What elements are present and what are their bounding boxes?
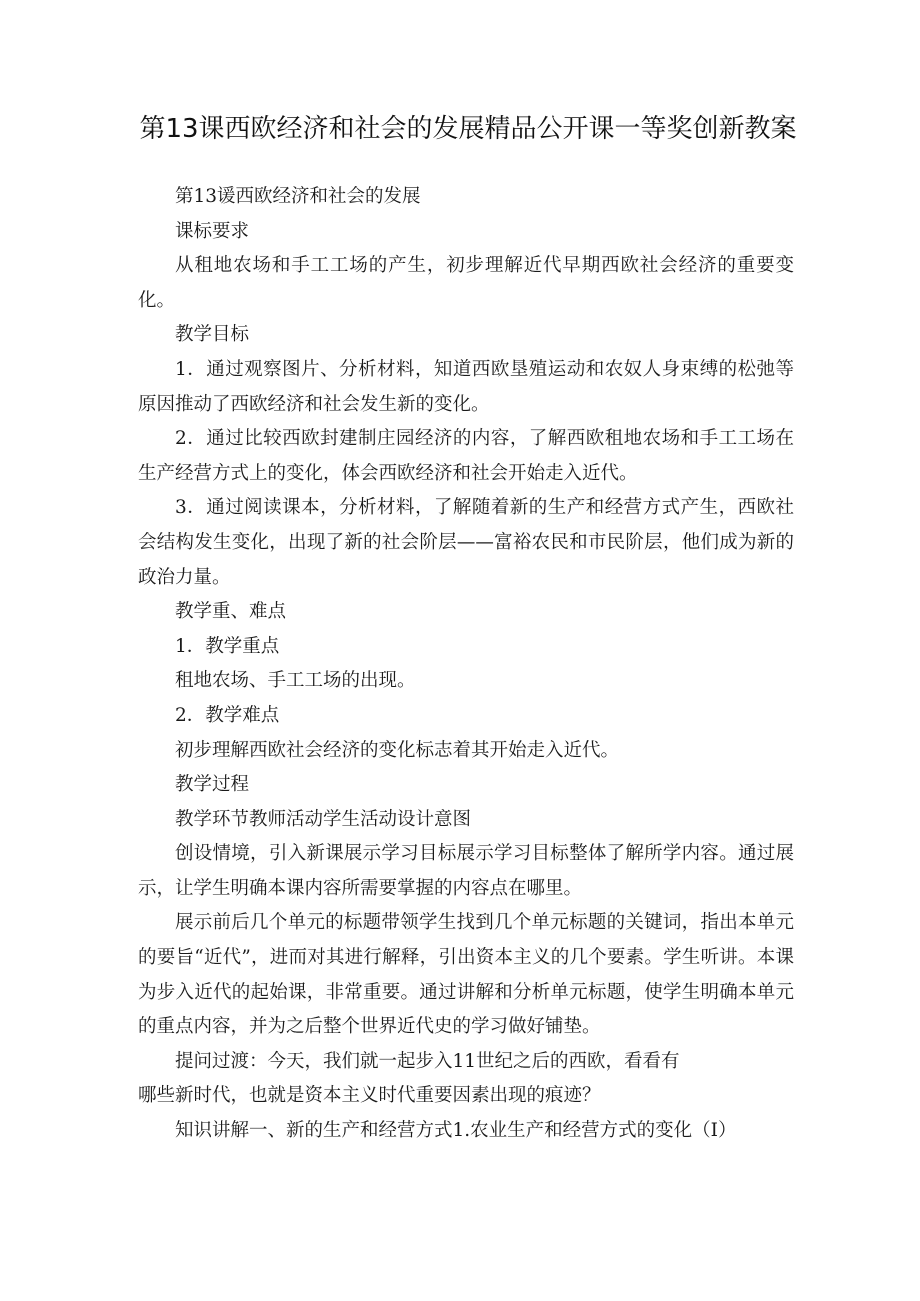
paragraph: 从租地农场和手工工场的产生，初步理解近代早期西欧社会经济的重要变化。 (138, 255, 794, 311)
paragraph: 租地农场、手工工场的出现。 (175, 670, 416, 692)
section-heading: 教学过程 (175, 774, 250, 796)
list-item: 2．通过比较西欧封建制庄园经济的内容，了解西欧租地农场和手工工场在生产经营方式上的变化，体会西欧经济和社会开始走入近代。 (138, 428, 794, 484)
paragraph: 创设情境，引入新课展示学习目标展示学习目标整体了解所学内容。通过展示，让学生明确本课内容所需要掌握的内容点在哪里。 (138, 843, 794, 899)
list-item: 1．通过观察图片、分析材料，知道西欧垦殖运动和农奴人身束缚的松弛等原因推动了西欧经济和社会发生新的变化。 (138, 358, 794, 415)
section-heading: 教学重、难点 (175, 601, 287, 623)
paragraph: 知识讲解一、新的生产和经营方式1.农业生产和经营方式的变化（I） (175, 1120, 737, 1142)
paragraph: 初步理解西欧社会经济的变化标志着其开始走入近代。 (175, 739, 620, 761)
subsection-heading: 1．教学重点 (175, 635, 280, 657)
paragraph: 展示前后几个单元的标题带领学生找到几个单元标题的关键词，指出本单元的要旨“近代”，进而对其进行解释，引出资本主义的几个要素。学生听讲。本课为步入近代的起始课，非常重要。通过讲解和分析单元标题，使学生明确本单元的重点内容，并为之后整个世界近代史的学习做好铺垫。 (138, 912, 794, 1038)
document-title: 第13课西欧经济和社会的发展精品公开课一等奖创新教案 (139, 114, 797, 144)
section-heading: 教学目标 (175, 324, 250, 346)
lesson-heading: 第13谖西欧经济和社会的发展 (175, 186, 421, 207)
document-body (138, 180, 794, 1149)
list-item: 3．通过阅读课本，分析材料，了解随着新的生产和经营方式产生，西欧社会结构发生变化，出现了新的社会阶层——富裕农民和市民阶层，他们成为新的政治力量。 (138, 497, 794, 588)
section-heading: 课标要求 (175, 220, 250, 242)
paragraph: 提问过渡：今天，我们就一起步入11世纪之后的西欧，看看有 (175, 1050, 680, 1072)
subsection-heading: 2．教学难点 (175, 704, 280, 726)
paragraph: 哪些新时代，也就是资本主义时代重要因素出现的痕迹？ (138, 1085, 601, 1107)
table-header-line: 教学环节教师活动学生活动设计意图 (175, 808, 472, 830)
